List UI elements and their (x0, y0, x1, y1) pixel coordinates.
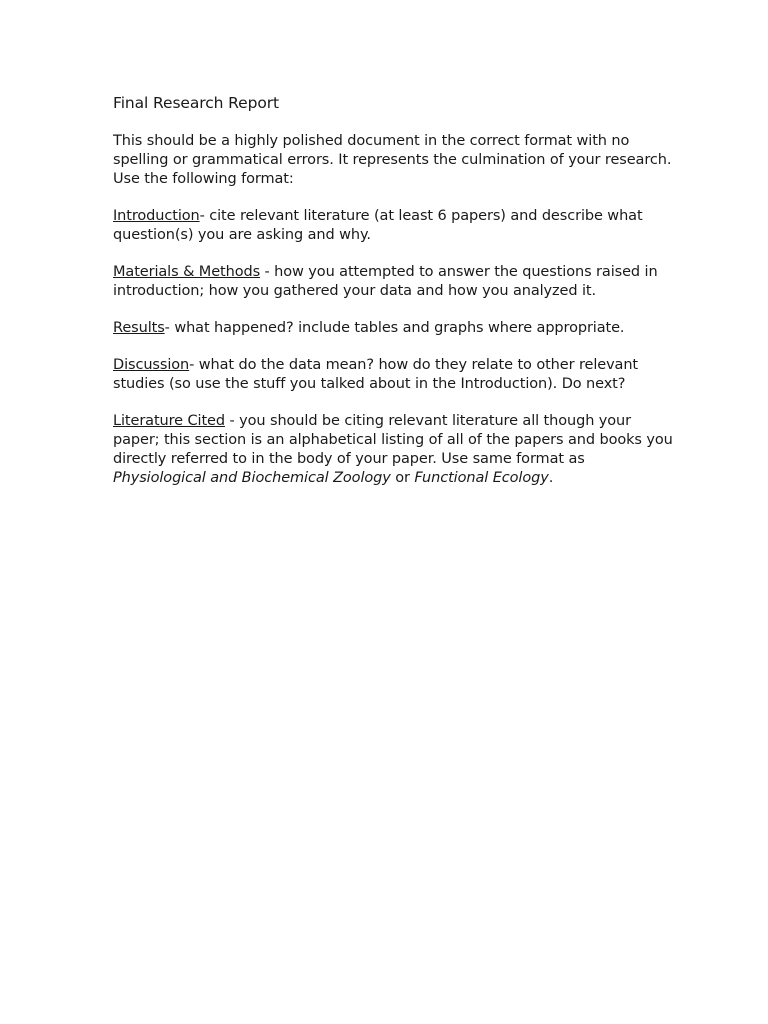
document-page (113, 92, 673, 506)
journal-connector: or (390, 470, 415, 486)
section-text-materials-methods: - how you attempted to answer the questions raised in introduction; how you gathered your data and how you analyzed it. (113, 264, 658, 299)
section-heading-discussion: Discussion (113, 357, 190, 373)
section-heading-literature-cited: Literature Cited (113, 413, 225, 429)
journal-name-functional-ecology: Functional Ecology (414, 470, 549, 486)
section-text-introduction: - cite relevant literature (at least 6 papers) and describe what question(s) you are asking and why. (113, 208, 643, 243)
section-text-results: - what happened? include tables and graphs where appropriate. (164, 320, 625, 336)
section-introduction (113, 207, 673, 245)
section-discussion (113, 356, 673, 394)
literature-end-punctuation: . (548, 470, 554, 486)
intro-paragraph: This should be a highly polished document in the correct format with no spelling or grammatical errors. It represents the culmination of your research. Use the following format: (113, 133, 672, 187)
section-text-literature-cited: - you should be citing relevant literature all though your paper; this section is an alphabetical listing of all of the papers and books you directly referred to in the body of your paper. Use same format as (113, 413, 673, 467)
section-heading-introduction: Introduction (113, 208, 200, 224)
section-results (113, 319, 673, 338)
document-title: Final Research Report (113, 94, 279, 112)
section-heading-materials-methods: Materials & Methods (113, 264, 261, 280)
section-text-discussion: - what do the data mean? how do they relate to other relevant studies (so use the stuff you talked about in the Introduction). Do next? (113, 357, 639, 392)
section-literature-cited (113, 412, 673, 488)
section-materials-methods (113, 263, 673, 301)
section-heading-results: Results (113, 320, 165, 336)
journal-name-physiological: Physiological and Biochemical Zoology (113, 470, 391, 486)
